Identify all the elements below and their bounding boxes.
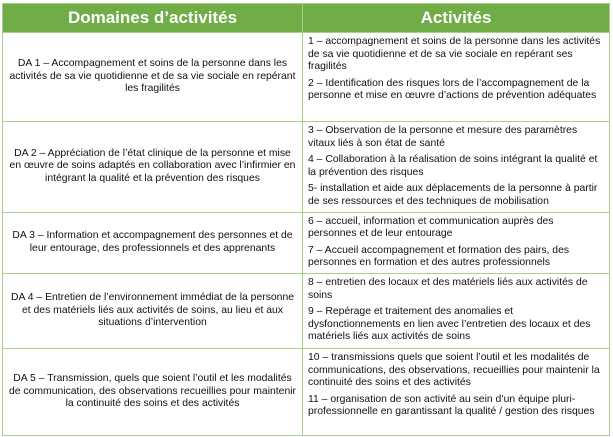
activities-table [2,3,610,436]
table-row [3,212,610,273]
activity-item: 9 – Repérage et traitement des anomalies et dysfonctionnements en lien avec l’entretien des locaux et des matériels liés aux activités de soins [308,306,591,343]
activities-cell [303,212,610,273]
table-row [3,348,610,435]
domain-cell: DA 3 – Information et accompagnement des personnes et de leur entourage, des professionnels et des apprenants [3,212,303,273]
activities-table-container [2,3,609,435]
domain-cell: DA 2 – Appréciation de l’état clinique de la personne et mise en œuvre de soins adaptés en collaboration avec l’infirmier en intégrant la qualité et la prévention des risques [3,122,303,213]
activity-item: 1 – accompagnement et soins de la personne dans les activités de sa vie quotidienne et de sa vie sociale en repérant ses fragilités [308,36,601,73]
domain-cell: DA 1 – Accompagnement et soins de la personne dans les activités de sa vie quotidienne et de sa vie sociale en repérant les fragilités [3,33,303,122]
domain-cell: DA 5 – Transmission, quels que soient l’outil et les modalités de communication, des observations recueillies pour maintenir la continuité des soins et des activités [3,348,303,435]
table-row [3,273,610,348]
activity-item: 8 – entretien des locaux et des matériels liés aux activités de soins [308,276,588,301]
activity-item: 4 – Collaboration à la réalisation de soins intégrant la qualité et la prévention des risques [308,154,598,178]
header-domaines: Domaines d’activités [3,4,303,33]
activities-cell [303,273,610,348]
activity-item: 2 – Identification des risques lors de l’accompagnement de la personne et mise en œuvre d’actions de prévention adéquates [308,77,597,102]
domain-cell: DA 4 – Entretien de l’environnement immédiat de la personne et des matériels liés aux activités de soins, au lieu et aux situations d’intervention [3,273,303,348]
table-row [3,122,610,213]
header-activites: Activités [303,4,610,33]
activity-item: 5- installation et aide aux déplacements de la personne à partir de ses ressources et des techniques de mobilisation [308,183,598,207]
table-header-row [3,4,610,33]
activity-item: 6 – accueil, information et communication auprès des personnes et de leur entourage [308,215,554,240]
activity-item: 7 – Accueil accompagnement et formation des pairs, des personnes en formation et des autres professionnels [308,244,570,269]
activity-item: 11 – organisation de son activité au sein d’un équipe pluri-professionnelle en garantissant la qualité / gestion des risques [308,393,595,418]
table-row [3,33,610,122]
activity-item: 10 – transmissions quels que soient l’outil et les modalités de communications, des observations, recueillies pour maintenir la continuité des soins et des activités [308,351,600,389]
activity-item: 3 – Observation de la personne et mesure des paramètres vitaux liés à son état de santé [308,125,578,149]
activities-cell [303,33,610,122]
activities-cell [303,348,610,435]
activities-cell [303,122,610,213]
